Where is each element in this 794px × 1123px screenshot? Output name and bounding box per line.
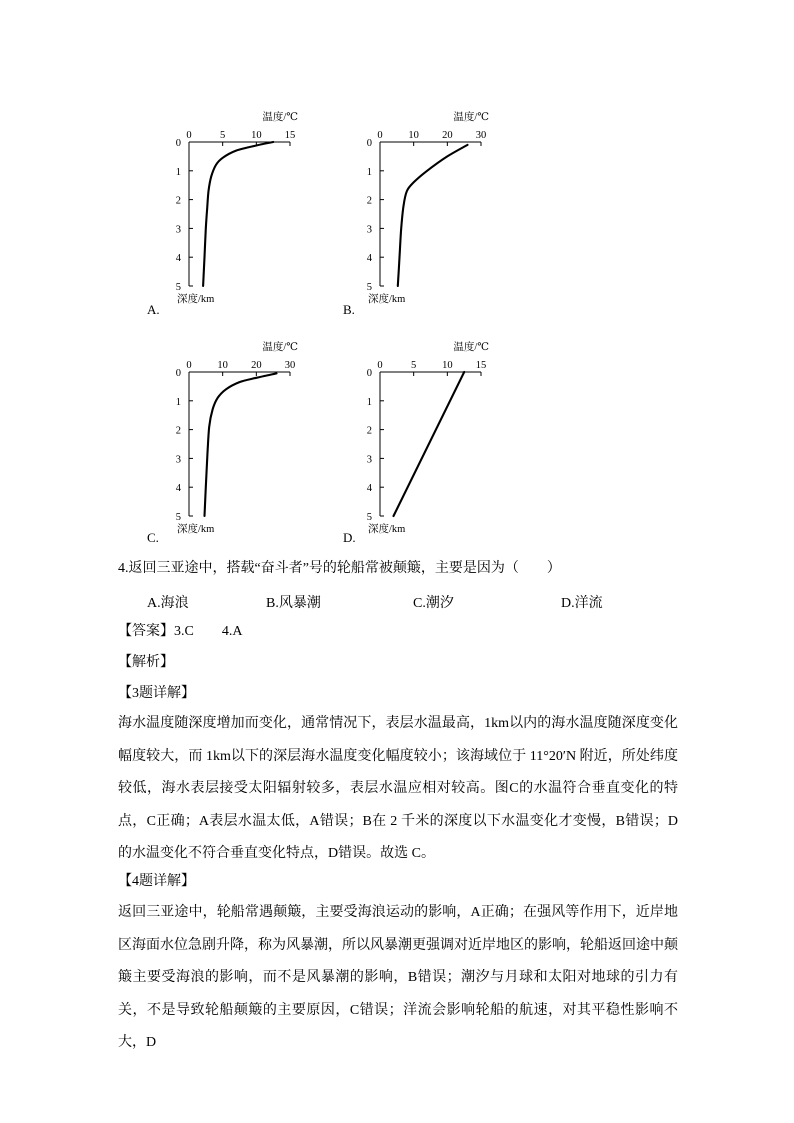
chart-b-y-axis-label: 深度/km bbox=[368, 294, 406, 305]
option-c-letter: C. bbox=[147, 530, 159, 545]
analysis-heading: 【解析】 bbox=[118, 655, 174, 670]
chart-c-y-tick-label: 3 bbox=[175, 454, 181, 466]
option-b-letter: B. bbox=[343, 302, 355, 317]
chart-d-y-tick-label: 0 bbox=[366, 368, 372, 379]
chart-c-y-tick-label: 5 bbox=[175, 512, 181, 523]
q4-explanation-text: 返回三亚途中，轮船常遇颠簸，主要受海浪运动的影响，A正确；在强风等作用下，近岸地区海面水位急剧升降，称为风暴潮，所以风暴潮更强调对近岸地区的影响，轮船返回途中颠簸主要受海浪的影响，而不是风暴潮的影响，B错误；潮汐与月球和太阳对地球的引力有关，不是导致轮船颠簸的主要原因，C错误；洋流会影响轮船的航速，对其平稳性影响不大，D bbox=[118, 905, 678, 1050]
chart-b-x-tick-label: 10 bbox=[408, 130, 419, 141]
chart-c-y-tick-label: 0 bbox=[175, 368, 181, 379]
choice-d: D.洋流 bbox=[561, 596, 603, 611]
chart-b-x-axis-label: 温度/℃ bbox=[453, 112, 489, 123]
chart-b-y-tick-label: 0 bbox=[366, 138, 372, 149]
chart-d-x-axis-label: 温度/℃ bbox=[453, 342, 489, 353]
chart-b-y-tick-label: 4 bbox=[366, 253, 372, 265]
chart-b-y-tick-label: 3 bbox=[366, 224, 372, 236]
chart-a-y-axis-label: 深度/km bbox=[177, 294, 215, 305]
q4-detail-heading: 【4题详解】 bbox=[118, 874, 195, 889]
chart-d-y-tick-label: 1 bbox=[366, 396, 372, 408]
q3-explanation-text: 海水温度随深度增加而变化，通常情况下，表层水温最高，1km以内的海水温度随深度变化幅度较大，而 1km以下的深层海水温度变化幅度较小；该海域位于 11°20′N 附近，所处纬度较低，海水表层接受太阳辐射较多，表层水温应相对较高。图C的水温符合垂直变化的特点，C正确；A表层水温太低，A错误；B在 2 千米的深度以下水温变化才变慢，B错误；D的水温变化不符合垂直变化特点，D错误。故选 C。 bbox=[118, 716, 678, 861]
chart-b-y-tick-label: 2 bbox=[366, 195, 372, 207]
chart-a-x-tick-label: 0 bbox=[186, 130, 192, 141]
chart-d-x-tick-label: 0 bbox=[377, 360, 383, 371]
chart-c-x-tick-label: 30 bbox=[284, 360, 296, 371]
chart-c-x-axis-label: 温度/℃ bbox=[262, 342, 298, 353]
chart-b-y-tick-label: 1 bbox=[366, 166, 372, 178]
chart-a-y-tick-label: 0 bbox=[175, 138, 181, 149]
chart-a-temperature-curve bbox=[203, 142, 273, 286]
chart-a-x-tick-label: 15 bbox=[284, 130, 296, 141]
chart-d-y-tick-label: 5 bbox=[366, 512, 372, 523]
chart-d-y-axis-label: 深度/km bbox=[368, 524, 406, 535]
chart-a-svg bbox=[147, 104, 297, 314]
chart-option-b bbox=[338, 104, 488, 314]
chart-b-y-tick-label: 5 bbox=[366, 282, 372, 293]
chart-a-x-tick-label: 10 bbox=[251, 130, 262, 141]
chart-a-y-tick-label: 2 bbox=[175, 195, 181, 207]
q3-explanation bbox=[118, 708, 678, 871]
chart-c-y-tick-label: 1 bbox=[175, 396, 181, 408]
chart-d-y-tick-label: 3 bbox=[366, 454, 372, 466]
chart-c-x-tick-label: 10 bbox=[217, 360, 228, 371]
option-a-letter: A. bbox=[147, 302, 160, 317]
choice-a: A.海浪 bbox=[147, 596, 189, 611]
choice-c: C.潮汐 bbox=[413, 596, 454, 611]
chart-a-x-tick-label: 5 bbox=[220, 130, 226, 141]
chart-a-y-tick-label: 5 bbox=[175, 282, 181, 293]
chart-d-x-tick-label: 10 bbox=[442, 360, 453, 371]
chart-b-x-tick-label: 0 bbox=[377, 130, 383, 141]
chart-d-y-tick-label: 4 bbox=[366, 483, 372, 495]
chart-d-x-tick-label: 5 bbox=[411, 360, 417, 371]
q4-explanation bbox=[118, 897, 678, 1060]
chart-d-x-tick-label: 15 bbox=[475, 360, 487, 371]
option-d-letter: D. bbox=[343, 530, 356, 545]
q3-detail-heading: 【3题详解】 bbox=[118, 686, 195, 701]
chart-c-temperature-curve bbox=[205, 373, 277, 516]
chart-b-temperature-curve bbox=[398, 145, 468, 286]
chart-b-x-tick-label: 20 bbox=[442, 130, 453, 141]
chart-option-d bbox=[338, 334, 488, 544]
chart-c-y-axis-label: 深度/km bbox=[177, 524, 215, 535]
question-4: 4.返回三亚途中，搭载“奋斗者”号的轮船常被颠簸，主要是因为（ ） bbox=[118, 561, 561, 576]
chart-c-svg bbox=[147, 334, 297, 544]
chart-a-y-tick-label: 3 bbox=[175, 224, 181, 236]
chart-option-c bbox=[147, 334, 297, 544]
chart-b-x-tick-label: 30 bbox=[475, 130, 487, 141]
answer-line: 【答案】3.C 4.A bbox=[118, 624, 243, 639]
chart-c-y-tick-label: 2 bbox=[175, 425, 181, 437]
chart-c-x-tick-label: 0 bbox=[186, 360, 192, 371]
chart-d-temperature-curve bbox=[394, 372, 465, 516]
chart-a-y-tick-label: 1 bbox=[175, 166, 181, 178]
chart-d-y-tick-label: 2 bbox=[366, 425, 372, 437]
chart-option-a bbox=[147, 104, 297, 314]
choice-b: B.风暴潮 bbox=[266, 596, 321, 611]
chart-c-x-tick-label: 20 bbox=[251, 360, 262, 371]
chart-a-x-axis-label: 温度/℃ bbox=[262, 112, 298, 123]
chart-b-svg bbox=[338, 104, 488, 314]
chart-a-y-tick-label: 4 bbox=[175, 253, 181, 265]
chart-d-svg bbox=[338, 334, 488, 544]
chart-c-y-tick-label: 4 bbox=[175, 483, 181, 495]
